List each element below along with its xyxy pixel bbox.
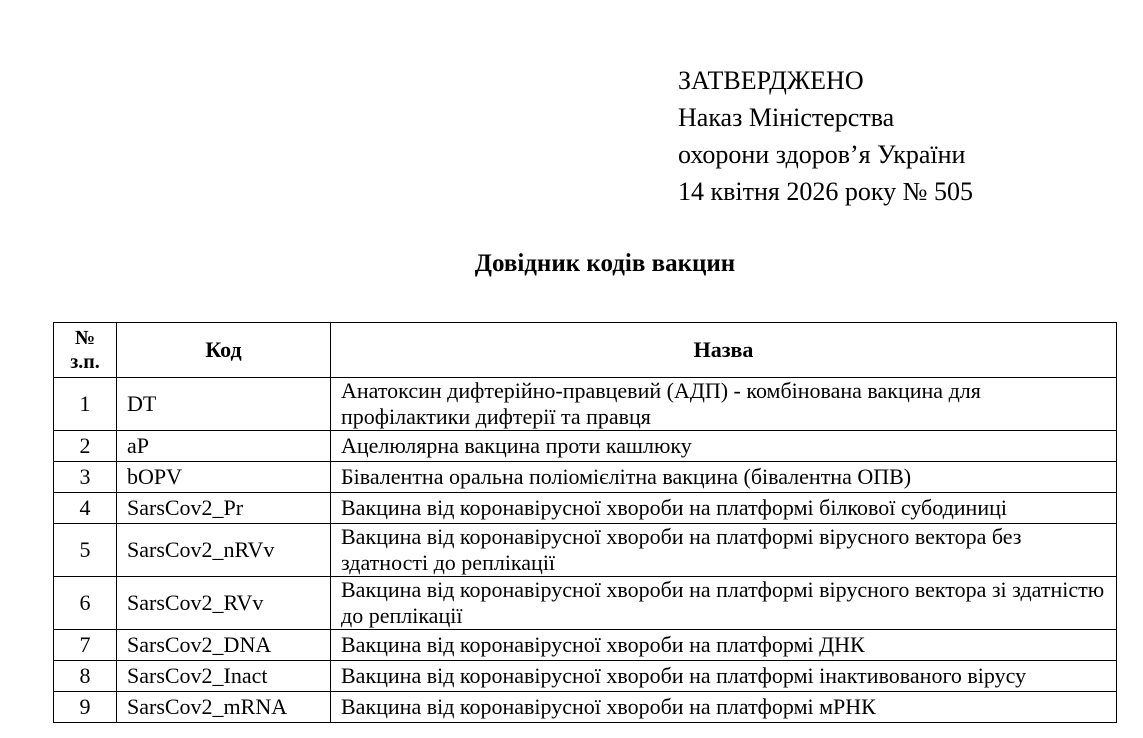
row-number: 5 <box>54 524 117 577</box>
table-row <box>54 378 1117 431</box>
row-code: bOPV <box>117 462 331 493</box>
row-number: 8 <box>54 661 117 692</box>
row-name: Вакцина від коронавірусної хвороби на платформі вірусного вектора зі здатністю до реплікації <box>331 577 1117 630</box>
row-number: 3 <box>54 462 117 493</box>
approval-heading: ЗАТВЕРДЖЕНО <box>678 66 864 95</box>
table-row <box>54 577 1117 630</box>
row-number: 1 <box>54 378 117 431</box>
vaccine-codes-table <box>53 322 1117 723</box>
row-name: Вакцина від коронавірусної хвороби на платформі білкової субодиниці <box>331 493 1117 524</box>
row-code: SarsCov2_RVv <box>117 577 331 630</box>
table-row <box>54 524 1117 577</box>
row-code: SarsCov2_Pr <box>117 493 331 524</box>
header-name: Назва <box>331 323 1117 378</box>
table-header-row <box>54 323 1117 378</box>
approval-order-line: Наказ Міністерства <box>678 103 895 132</box>
row-name: Бівалентна оральна поліомієлітна вакцина (бівалентна ОПВ) <box>331 462 1117 493</box>
row-name: Ацелюлярна вакцина проти кашлюку <box>331 431 1117 462</box>
row-code: aP <box>117 431 331 462</box>
table-row <box>54 431 1117 462</box>
row-number: 2 <box>54 431 117 462</box>
row-name: Вакцина від коронавірусної хвороби на платформі ДНК <box>331 630 1117 661</box>
row-name: Вакцина від коронавірусної хвороби на платформі інактивованого вірусу <box>331 661 1117 692</box>
row-name: Вакцина від коронавірусної хвороби на платформі мРНК <box>331 692 1117 723</box>
table-row <box>54 661 1117 692</box>
row-number: 7 <box>54 630 117 661</box>
header-number: № з.п. <box>54 323 117 378</box>
row-code: DT <box>117 378 331 431</box>
header-code: Код <box>117 323 331 378</box>
table-row <box>54 462 1117 493</box>
row-code: SarsCov2_Inact <box>117 661 331 692</box>
table-row <box>54 493 1117 524</box>
table-row <box>54 630 1117 661</box>
row-code: SarsCov2_mRNA <box>117 692 331 723</box>
approval-block <box>678 62 973 210</box>
document-title: Довідник кодів вакцин <box>474 250 736 277</box>
row-number: 6 <box>54 577 117 630</box>
row-code: SarsCov2_DNA <box>117 630 331 661</box>
row-code: SarsCov2_nRVv <box>117 524 331 577</box>
table-row <box>54 692 1117 723</box>
approval-ministry-line: охорони здоров’я України <box>678 140 966 169</box>
row-name: Вакцина від коронавірусної хвороби на платформі вірусного вектора без здатності до реплікації <box>331 524 1117 577</box>
row-number: 9 <box>54 692 117 723</box>
row-number: 4 <box>54 493 117 524</box>
row-name: Анатоксин дифтерійно-правцевий (АДП) - комбінована вакцина для профілактики дифтерії та правця <box>331 378 1117 431</box>
approval-date-line: 14 квітня 2026 року № 505 <box>678 177 973 206</box>
